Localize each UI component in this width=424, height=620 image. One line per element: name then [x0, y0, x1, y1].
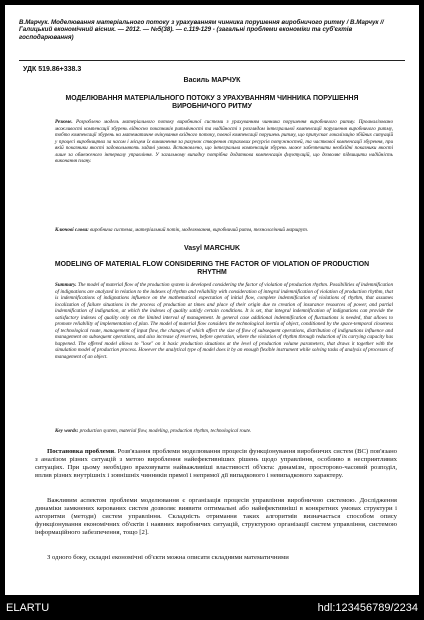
keywords-ua	[55, 227, 393, 234]
title-en: MODELING OF MATERIAL FLOW CONSIDERING THE FACTOR OF VIOLATION OF PRODUCTION RHYTHM	[54, 261, 370, 276]
udk-code: УДК 519.86+338.3	[23, 66, 82, 73]
header-rule	[19, 60, 405, 61]
keywords-en	[55, 428, 393, 435]
citation-header: В.Марчук. Моделювання матеріального потоку з урахуванням чинника порушення виробничого ритму / В.Марчук // Галицький економічний вісник. — 2012. — №5(38). — с.119-129 - (загальні проблеми економіки та суб'єктів господарювання)	[19, 19, 384, 41]
abstract-en-label: Summary.	[55, 282, 77, 288]
problem-statement-label: Постановка проблеми	[47, 448, 115, 455]
keywords-en-label: Key words:	[55, 428, 79, 434]
abstract-ua-text: Розроблено модель матеріального потоку виробничої системи з урахуванням чинника порушення виробничого ритму. Проаналізовано можливості компенсації збурень відносно показників ритмічності та надійності з розглядом інтегральної компенсації порушення виробничого ритму, тобто компенсації збурень на математичне очікування вхідного потоку, повної компенсації порушень ритму, що припускає локалізацію збійних ситуацій у процесі виробництва за часом і місцем їх виникнення за рахунок створення страхових ресурсів потужностей, та часткової компенсації збурення, при якій показники якості задовольняють задані умови. Встановлено, що інтегральна компенсація збурень може забезпечити необхідні показники якості лише за обмеженого інтервалу управління. У загальному випадку потрібна додаткова компенсація флуктуацій, що дозволяє підвищити надійність виконання плану.	[55, 119, 393, 165]
body-paragraph-1	[35, 448, 397, 480]
keywords-ua-text: виробнича система, матеріальний потік, моделювання, виробничий ритм, технологічний маршрут.	[90, 227, 309, 233]
keywords-en-text: production system, material flow, modeling, production rhythm, technological route.	[79, 428, 252, 434]
abstract-ua-label: Резюме.	[55, 119, 73, 125]
viewer-footer-bar	[0, 596, 424, 620]
keywords-ua-label: Ключові слова:	[55, 227, 89, 233]
body-paragraph-2: Важливим аспектом проблеми моделювання є організація процесів управління виробничою системою. Дослідження динаміки замкнених керованих систем дозволяє виявити оптимальні або найефективніші в конкретних умовах структури і алгоритми (методи) систем управління. Складність отримання таких алгоритмів визначається способом опису функціонування економічних об'єктів і наявних виробничих ситуацій, структурою організації систем управління, системою інформаційного забезпечення, тощо [2].	[35, 497, 397, 537]
body-paragraph-1-text: . Розв'язання проблеми моделювання процесів функціонування виробничих систем (ВС) пов'язано з аналізом різних ситуацій з метою вироблення найефективніших рішень щодо управління, особливо в несприятливих ситуаціях. При цьому необхідно враховувати найважливіші властивості об'єкта: динамізм, просторово-часовий розподіл, вплив різних внутрішніх і зовнішніх чинників прямої і непрямої дії випадкового і невипадкового характеру.	[35, 448, 398, 480]
abstract-en-text: The model of material flow of the production system is developed considering the factor of violation of production rhythm. Possibilities of indemnification of indignations are analyzed in relation to the indexes of rhythm and reliability with consideration of integral indemnification of violation of production rhythm, that is indemnifications of indignations influence on the mathematical expectation of initial flow, complete indemnification of violations of rhythm, that assumes localization of failure situations in the process of production at times and place of their origin due to creation of insurance resources of power, and partial indemnification of indignation, at which the indexes of quality satisfy certain conditions. It is set, that integral indemnification of indignations can provide the satisfactory indexes of quality only on the limited interval of management. In general case additional indemnification of fluctuations is needed, that allows to promote reliability of implementation of plan. The model of material flow considers the technological inertia of object, conditioned by the space-temporal closeness of technological route, management of input flow, the changes of which affect the size of flow of subsequent operations, distribution of indignations influence and management on subsequent operations, and also increase of reserves, before operation, where the violation of rhythm through reduction of its carrying capacity has happened. The offered model allows to "lose" on it basic production situations at the level of production volume parameters, that draws it together with the simulation model of production process. However the analytical type of model does it by an enough flexible instrument while solving tasks of analysis of processes of management of an object.	[55, 282, 393, 361]
repository-label: ELARTU	[6, 602, 50, 614]
document-page	[5, 5, 419, 595]
author-ua: Василь МАРЧУК	[183, 77, 241, 84]
abstract-en	[55, 282, 393, 361]
author-en: Vasyl MARCHUK	[183, 245, 240, 252]
abstract-ua	[55, 119, 393, 165]
handle-label: hdl:123456789/2234	[317, 602, 418, 614]
body-paragraph-3: З одного боку, складні економічні об'єкти можна описати складними математичними	[47, 554, 289, 561]
title-ua: МОДЕЛЮВАННЯ МАТЕРІАЛЬНОГО ПОТОКУ З УРАХУВАННЯМ ЧИННИКА ПОРУШЕННЯ ВИРОБНИЧОГО РИТМУ	[65, 95, 359, 110]
